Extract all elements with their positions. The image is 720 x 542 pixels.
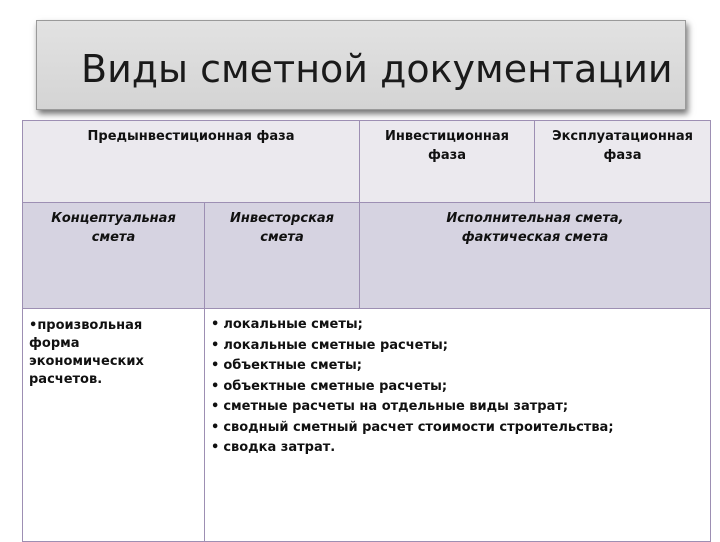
phase-label-line2: фаза: [428, 148, 467, 163]
phase-label: Инвестиционная: [385, 129, 510, 144]
phase-label: Эксплуатационная: [552, 129, 693, 144]
estimate-label: Инвесторская: [229, 211, 335, 226]
list-item-text: объектные сметные расчеты;: [223, 378, 448, 394]
estimate-cell-investor: [205, 203, 360, 309]
list-item-text: локальные сметы;: [223, 317, 363, 332]
slide-title-box: [36, 20, 686, 110]
estimate-label-line2: смета: [91, 230, 136, 245]
items-row: [23, 309, 711, 542]
list-item-text: сводка затрат.: [223, 440, 336, 455]
phase-label: Предынвестиционная фаза: [87, 129, 295, 144]
estimate-cell-executive: [360, 203, 711, 309]
bullet-icon: •: [211, 419, 220, 435]
bullet-icon: •: [211, 378, 220, 394]
bullet-icon: •: [29, 318, 38, 333]
list-item-text: сводный сметный расчет стоимости строительства;: [223, 419, 614, 435]
list-item: [211, 418, 702, 439]
items-cell-left: [23, 309, 205, 542]
bullet-icon: •: [211, 337, 220, 353]
document-list: [205, 309, 710, 459]
documentation-table: [22, 120, 711, 542]
bullet-icon: •: [211, 399, 220, 414]
slide-title: Виды сметной документации: [81, 47, 673, 91]
estimate-label-line2: смета: [260, 230, 304, 245]
left-item-line: форма: [29, 336, 80, 351]
list-item: [211, 336, 702, 357]
phase-cell-operation: [535, 121, 711, 203]
items-cell-right: [205, 309, 711, 542]
list-item-text: объектные сметы;: [223, 358, 362, 373]
estimate-label-line2: фактическая смета: [461, 230, 609, 245]
estimate-type-row: [23, 203, 711, 309]
list-item-text: сметные расчеты на отдельные виды затрат;: [223, 399, 569, 414]
estimate-label: Исполнительная смета,: [446, 211, 624, 226]
list-item: [211, 356, 702, 377]
estimate-cell-conceptual: [23, 203, 205, 309]
left-item-line: экономических: [29, 354, 144, 369]
bullet-icon: •: [211, 358, 220, 373]
left-list-item: [23, 309, 204, 389]
list-item-text: локальные сметные расчеты;: [223, 337, 448, 353]
list-item: [211, 377, 702, 398]
phase-label-line2: фаза: [603, 148, 642, 163]
phase-row: [23, 121, 711, 203]
list-item: [211, 438, 702, 459]
list-item: [211, 315, 702, 336]
left-item-line: произвольная: [37, 318, 143, 333]
bullet-icon: •: [211, 440, 220, 455]
phase-cell-investment: [360, 121, 535, 203]
list-item: [211, 397, 702, 418]
left-item-line: расчетов.: [29, 372, 103, 387]
bullet-icon: •: [211, 317, 220, 332]
phase-cell-preinvestment: [23, 121, 360, 203]
estimate-label: Концептуальная: [51, 211, 176, 226]
